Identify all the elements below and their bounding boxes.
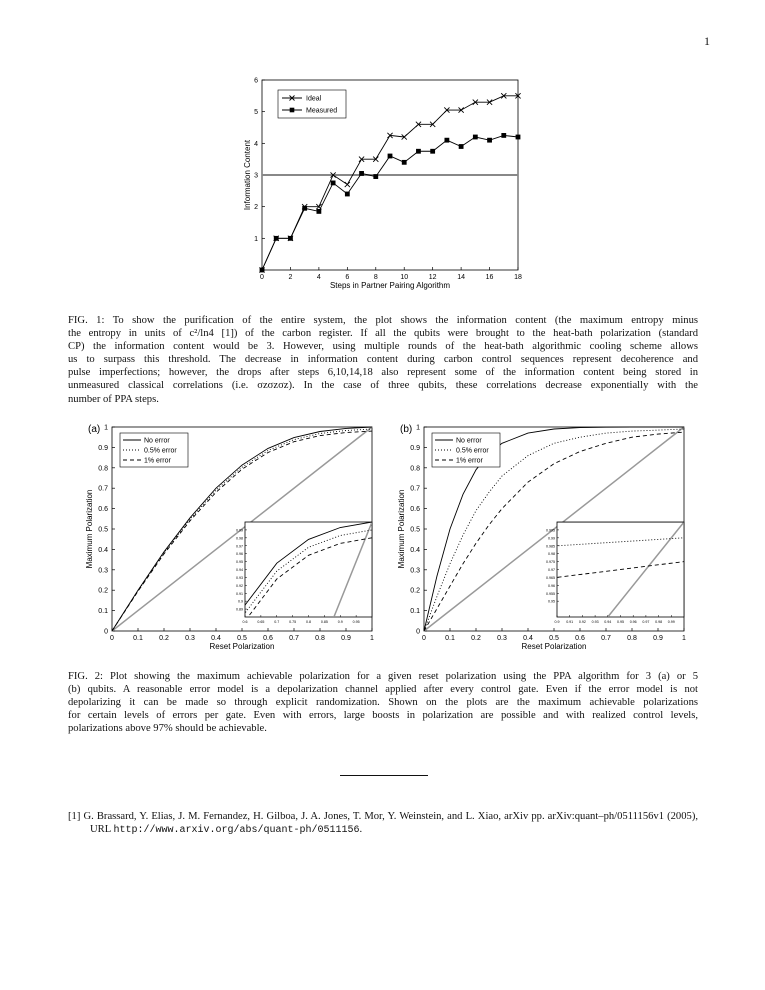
inset-x-tick-label: 0.94 xyxy=(604,620,612,624)
reference-url[interactable]: http://www.arxiv.org/abs/quant-ph/0511156 xyxy=(113,825,360,837)
inset-x-tick-label: 0.6 xyxy=(242,620,248,624)
inset-y-tick-label: 0.89 xyxy=(236,607,243,612)
inset-x-tick-label: 0.98 xyxy=(655,620,663,624)
x-axis-label: Reset Polarization xyxy=(521,642,587,651)
reference-label: [1] xyxy=(68,811,81,822)
data-point-measured xyxy=(345,192,350,197)
x-tick-label: 4 xyxy=(316,274,321,281)
x-tick-label: 10 xyxy=(400,274,409,281)
x-tick-label: 0.5 xyxy=(237,635,247,642)
x-tick-label: 18 xyxy=(514,274,522,281)
y-tick-label: 0.7 xyxy=(98,485,108,493)
data-point-measured xyxy=(359,171,364,176)
legend-label: 1% error xyxy=(456,457,483,465)
inset-y-tick-label: 0.91 xyxy=(236,591,243,596)
inset-x-tick-label: 0.93 xyxy=(591,620,599,624)
x-tick-label: 0.2 xyxy=(159,635,169,642)
y-tick-label: 0.8 xyxy=(98,465,108,473)
inset-x-tick-label: 0.7 xyxy=(274,620,280,624)
caption-line: for certain levels of errors per gate. Even with errors, large boosts in polarization are possible and with realized control levels, xyxy=(68,710,698,722)
x-tick-label: 0.6 xyxy=(575,635,585,642)
inset-y-tick-label: 0.99 xyxy=(548,536,555,541)
x-tick-label: 0.8 xyxy=(627,635,637,642)
y-tick-label: 0.7 xyxy=(410,485,420,493)
data-point-measured xyxy=(444,138,449,143)
inset-y-tick-label: 0.96 xyxy=(236,552,243,557)
inset-y-tick-label: 0.985 xyxy=(546,544,555,549)
inset-y-tick-label: 0.96 xyxy=(548,583,555,588)
y-tick-label: 0.6 xyxy=(98,506,108,514)
x-tick-label: 1 xyxy=(682,635,686,642)
y-tick-label: 5 xyxy=(254,109,258,117)
x-tick-label: 2 xyxy=(288,274,293,281)
figure-1-caption xyxy=(68,314,698,406)
y-axis-label: Maximum Polarization xyxy=(397,489,406,569)
y-tick-label: 2 xyxy=(254,204,258,212)
inset-y-tick-label: 0.995 xyxy=(546,528,555,533)
data-point-ideal xyxy=(345,182,350,187)
inset-x-tick-label: 0.75 xyxy=(289,620,297,624)
legend-label: 1% error xyxy=(144,457,171,465)
inset-y-tick-label: 0.975 xyxy=(546,560,555,565)
reference-text: G. Brassard, Y. Elias, J. M. Fernandez, H. Gilboa, J. A. Jones, T. Mor, Y. Weinstein, and L. Xiao, arXiv pp. arXiv:quant–ph/0511156v1 (2005), URL xyxy=(83,811,698,836)
data-point-measured xyxy=(501,133,506,138)
panel-label: (b) xyxy=(400,424,413,435)
y-tick-label: 4 xyxy=(254,140,258,148)
y-tick-label: 0.9 xyxy=(98,444,108,452)
y-tick-label: 0.3 xyxy=(410,567,420,575)
inset-y-tick-label: 0.9 xyxy=(238,599,243,604)
x-tick-label: 0.1 xyxy=(445,635,455,642)
caption-line: FIG. 2: Plot showing the maximum achievable polarization for a given reset polarization using the PPA algorithm for 3 (a) or 5 xyxy=(68,671,698,682)
data-point-measured xyxy=(402,160,407,165)
data-point-measured xyxy=(487,138,492,143)
caption-line: number of PPA steps. xyxy=(68,393,159,405)
inset-y-tick-label: 0.98 xyxy=(548,552,555,557)
inset-y-tick-label: 0.93 xyxy=(236,575,243,580)
data-point-measured xyxy=(288,236,293,241)
x-tick-label: 0.9 xyxy=(653,635,663,642)
y-tick-label: 1 xyxy=(254,235,258,243)
caption-line: polarizations above 97% should be achievable. xyxy=(68,723,267,735)
figure-1-plot xyxy=(236,74,536,296)
figure-2-caption xyxy=(68,670,698,735)
series-line-0 xyxy=(262,96,518,270)
caption-line: depolarizing it can be made so through explicit randomization. Shown on the plots are the maximum achievable polarizations xyxy=(68,697,698,709)
inset-x-tick-label: 0.99 xyxy=(667,620,675,624)
inset-x-tick-label: 0.95 xyxy=(352,620,360,624)
y-axis-label: Maximum Polarization xyxy=(85,489,94,569)
inset-y-tick-label: 0.97 xyxy=(236,544,243,549)
inset-y-tick-label: 0.99 xyxy=(236,528,243,533)
y-tick-label: 0.1 xyxy=(98,608,108,616)
inset-y-tick-label: 0.955 xyxy=(546,591,555,596)
data-point-measured xyxy=(388,154,393,159)
caption-line: FIG. 1: To show the purification of the entire system, the plot shows the information content (the maximum entropy minus xyxy=(68,315,698,326)
data-point-measured xyxy=(274,236,279,241)
y-tick-label: 0.4 xyxy=(410,546,420,554)
x-axis-label: Steps in Partner Pairing Algorithm xyxy=(329,281,451,290)
y-tick-label: 1 xyxy=(416,424,420,432)
x-tick-label: 0.1 xyxy=(133,635,143,642)
x-tick-label: 0.9 xyxy=(341,635,351,642)
y-tick-label: 0.2 xyxy=(98,587,108,595)
caption-line: (b) qubits. A reasonable error model is a depolarization channel applied after every control gate. Even if the error model is not xyxy=(68,684,698,696)
x-tick-label: 0.8 xyxy=(315,635,325,642)
inset-y-tick-label: 0.95 xyxy=(548,599,555,604)
inset-x-tick-label: 0.97 xyxy=(642,620,650,624)
data-point-measured xyxy=(430,149,435,154)
panel-label: (a) xyxy=(88,424,101,435)
inset-x-tick-label: 0.65 xyxy=(257,620,265,624)
y-tick-label: 0.4 xyxy=(98,546,108,554)
y-tick-label: 3 xyxy=(254,172,258,180)
y-tick-label: 0.2 xyxy=(410,587,420,595)
x-tick-label: 0.3 xyxy=(185,635,195,642)
y-tick-label: 1 xyxy=(104,424,108,432)
inset-x-tick-label: 0.9 xyxy=(554,620,560,624)
data-point-measured xyxy=(459,144,464,149)
inset-x-tick-label: 0.8 xyxy=(306,620,311,624)
x-tick-label: 0 xyxy=(260,274,264,281)
figure-2a-plot xyxy=(80,420,380,655)
x-tick-label: 8 xyxy=(373,274,378,281)
x-tick-label: 0.2 xyxy=(471,635,481,642)
y-tick-label: 0.5 xyxy=(410,526,420,534)
caption-line: unmeasured classical correlations (i.e. σzσzσz). In the case of three qubits, these correlations decrease exponentially with the xyxy=(68,380,698,392)
inset-x-tick-label: 0.95 xyxy=(617,620,624,624)
data-point-measured xyxy=(516,135,521,140)
legend-marker xyxy=(290,108,295,113)
x-tick-label: 0.4 xyxy=(523,635,533,642)
data-point-measured xyxy=(473,135,478,140)
data-point-measured xyxy=(373,174,378,179)
y-axis-label: Information Content xyxy=(243,139,252,211)
y-tick-label: 0.9 xyxy=(410,444,420,452)
x-tick-label: 16 xyxy=(485,274,494,281)
x-tick-label: 0.4 xyxy=(211,635,221,642)
y-tick-label: 0.3 xyxy=(98,567,108,575)
y-tick-label: 0.5 xyxy=(98,526,108,534)
inset-x-tick-label: 0.92 xyxy=(578,620,586,624)
x-axis-label: Reset Polarization xyxy=(209,642,275,651)
legend-label: No error xyxy=(144,437,170,445)
x-tick-label: 0 xyxy=(422,635,426,642)
y-tick-label: 0.1 xyxy=(410,608,420,616)
x-tick-label: 14 xyxy=(457,274,466,281)
legend-label: Ideal xyxy=(306,95,322,103)
figure-2b-plot xyxy=(392,420,692,655)
y-tick-label: 0 xyxy=(416,628,420,636)
page-number: 1 xyxy=(704,34,710,48)
footnote-rule xyxy=(340,775,428,776)
reference-1: [1] G. Brassard, Y. Elias, J. M. Fernandez, H. Gilboa, J. A. Jones, T. Mor, Y. Weinstein, and L. Xiao, arXiv pp. arXiv:quant–ph/0511156v1 (2005), URL http://www.arxiv.org/abs/quant-ph/0511156. xyxy=(68,811,698,837)
inset-y-tick-label: 0.92 xyxy=(236,583,243,588)
legend-label: No error xyxy=(456,437,482,445)
x-tick-label: 1 xyxy=(370,635,374,642)
inset-y-tick-label: 0.95 xyxy=(236,560,243,565)
legend-label: Measured xyxy=(306,107,338,115)
y-tick-label: 0 xyxy=(104,628,108,636)
y-tick-label: 0.8 xyxy=(410,465,420,473)
caption-line: CP) the information content would be 3. However, using multiple rounds of the heat-bath algorithmic cooling scheme allows xyxy=(68,341,698,353)
inset-x-tick-label: 0.9 xyxy=(337,620,343,624)
x-tick-label: 0.5 xyxy=(549,635,559,642)
inset-x-tick-label: 0.96 xyxy=(629,620,637,624)
data-point-measured xyxy=(316,209,321,214)
x-tick-label: 0.7 xyxy=(601,635,611,642)
x-tick-label: 12 xyxy=(428,274,437,281)
data-point-measured xyxy=(331,181,336,186)
legend-label: 0.5% error xyxy=(144,447,177,455)
data-point-measured xyxy=(302,206,307,211)
x-tick-label: 0 xyxy=(110,635,114,642)
x-tick-label: 0.7 xyxy=(289,635,299,642)
inset-x-tick-label: 0.91 xyxy=(566,620,574,624)
caption-line: pulse imperfections; however, the drops after steps 6,10,14,18 also represent some of the information content being stored in xyxy=(68,367,698,379)
x-tick-label: 6 xyxy=(345,274,350,281)
caption-line: the entropy in units of c²/ln4 [1]) of the carbon register. If all the qubits were brought to the heat-bath polarization (standard xyxy=(68,328,698,340)
legend-label: 0.5% error xyxy=(456,447,489,455)
y-tick-label: 0.6 xyxy=(410,506,420,514)
x-tick-label: 0.3 xyxy=(497,635,507,642)
inset-y-tick-label: 0.94 xyxy=(236,568,243,572)
inset-y-tick-label: 0.965 xyxy=(546,575,555,580)
data-point-measured xyxy=(416,149,421,154)
caption-line: us to surpass this threshold. The decrease in information content during carbon control sequences represent decoherence and xyxy=(68,354,698,366)
inset-y-tick-label: 0.98 xyxy=(236,536,243,541)
inset-y-tick-label: 0.97 xyxy=(548,568,555,572)
y-tick-label: 6 xyxy=(254,77,258,85)
inset-x-tick-label: 0.85 xyxy=(320,620,328,624)
x-tick-label: 0.6 xyxy=(263,635,273,642)
data-point-measured xyxy=(260,268,265,273)
